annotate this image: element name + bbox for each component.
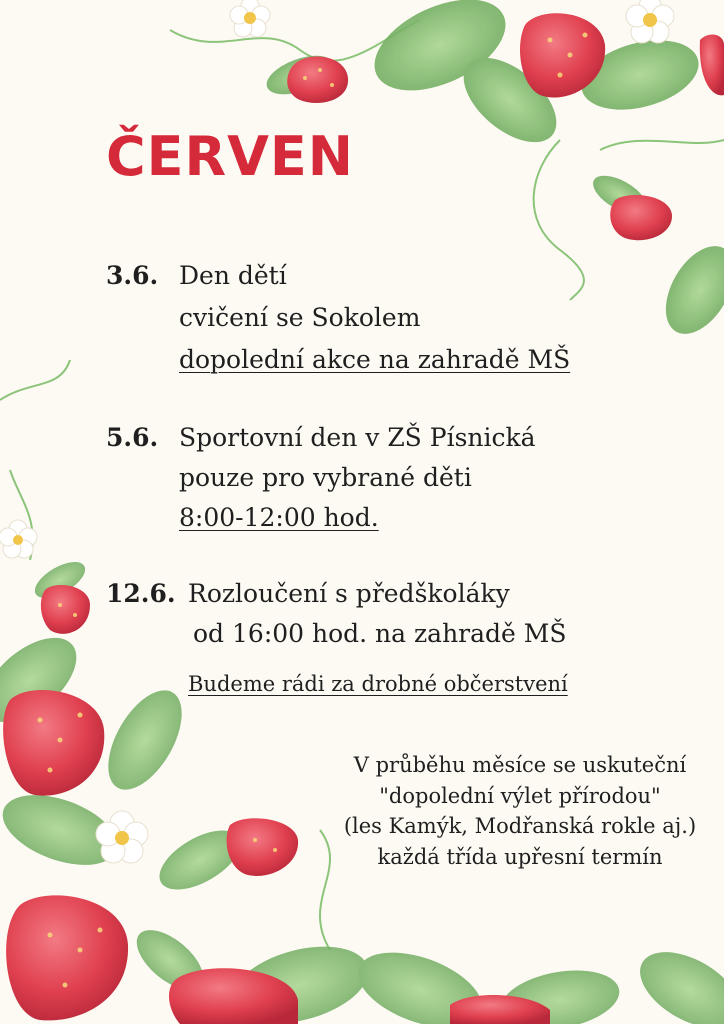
- event-line: od 16:00 hod. na zahradě MŠ: [193, 619, 567, 648]
- info-line: každá třída upřesní termín: [377, 844, 663, 869]
- event-date: 12.6.: [106, 579, 176, 608]
- info-line: V průběhu měsíce se uskuteční: [353, 753, 687, 777]
- event-line: cvičení se Sokolem: [179, 303, 421, 332]
- event-line: dopolední akce na zahradě MŠ: [179, 345, 571, 374]
- refreshment-note: Budeme rádi za drobné občerstvení: [188, 672, 568, 696]
- event-line: 8:00-12:00 hod.: [179, 503, 379, 532]
- monthly-info: [300, 750, 724, 872]
- event-date: 5.6.: [106, 423, 159, 452]
- event-line: Rozloučení s předškoláky: [188, 579, 510, 608]
- event-line: pouze pro vybrané děti: [179, 463, 472, 492]
- event-line: Sportovní den v ZŠ Písnická: [179, 423, 536, 452]
- page-title: ČERVEN: [106, 125, 354, 188]
- event-date: 3.6.: [106, 261, 159, 290]
- event-line: Den dětí: [179, 261, 287, 290]
- info-line: (les Kamýk, Modřanská rokle aj.): [343, 814, 697, 838]
- info-line: "dopolední výlet přírodou": [379, 783, 661, 808]
